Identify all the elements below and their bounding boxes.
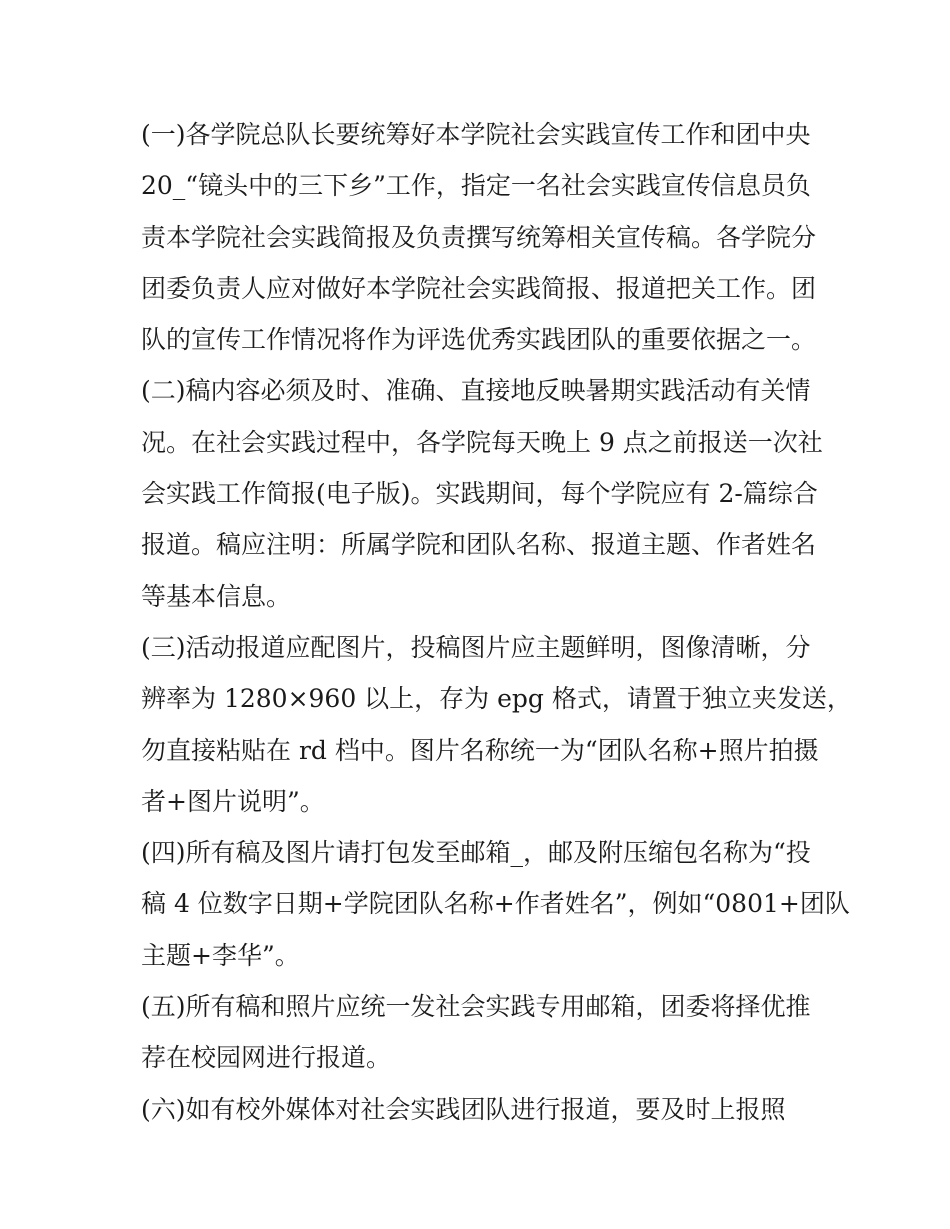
paragraph-2-line-2: 况。在社会实践过程中，各学院每天晚上 9 点之前报送一次社 <box>141 427 823 457</box>
paragraph-2-line-4: 报道。稿应注明：所属学院和团队名称、报道主题、作者姓名 <box>141 530 817 560</box>
paragraph-3-line-3: 勿直接粘贴在 rd 档中。图片名称统一为“团队名称+照片拍摄 <box>141 735 819 765</box>
paragraph-3-line-2: 辨率为 1280×960 以上，存为 epg 格式，请置于独立夹发送， <box>141 684 852 714</box>
paragraph-1-line-4: 团委负责人应对做好本学院社会实践简报、报道把关工作。团 <box>141 273 817 303</box>
document-body <box>141 109 852 1135</box>
paragraph-1-line-5: 队的宣传工作情况将作为评选优秀实践团队的重要依据之一。 <box>141 325 817 355</box>
paragraph-4-line-2: 稿 4 位数字日期+学院团队名称+作者姓名”，例如“0801+团队 <box>141 889 850 919</box>
paragraph-5-line-1: (五)所有稿和照片应统一发社会实践专用邮箱，团委将择优推 <box>141 992 811 1022</box>
paragraph-5-line-2: 荐在校园网进行报道。 <box>141 1043 392 1073</box>
paragraph-2-line-3: 会实践工作简报(电子版)。实践期间，每个学院应有 2-篇综合 <box>141 479 818 509</box>
paragraph-4-line-1: (四)所有稿及图片请打包发至邮箱_，邮及附压缩包名称为“投 <box>141 838 811 868</box>
paragraph-3-line-4: 者+图片说明”。 <box>141 786 325 816</box>
paragraph-4-line-3: 主题+李华”。 <box>141 940 300 970</box>
paragraph-3-line-1: (三)活动报道应配图片，投稿图片应主题鲜明，图像清晰，分 <box>141 632 811 662</box>
paragraph-1-line-2: 20_“镜头中的三下乡”工作，指定一名社会实践宣传信息员负 <box>141 171 811 201</box>
paragraph-6-line-1: (六)如有校外媒体对社会实践团队进行报道，要及时上报照 <box>141 1094 786 1124</box>
paragraph-1-line-1: (一)各学院总队长要统筹好本学院社会实践宣传工作和团中央 <box>141 120 811 149</box>
paragraph-2-line-1: (二)稿内容必须及时、准确、直接地反映暑期实践活动有关情 <box>141 376 811 406</box>
paragraph-2-line-5: 等基本信息。 <box>141 581 292 611</box>
paragraph-1-line-3: 责本学院社会实践简报及负责撰写统筹相关宣传稿。各学院分 <box>141 222 817 252</box>
